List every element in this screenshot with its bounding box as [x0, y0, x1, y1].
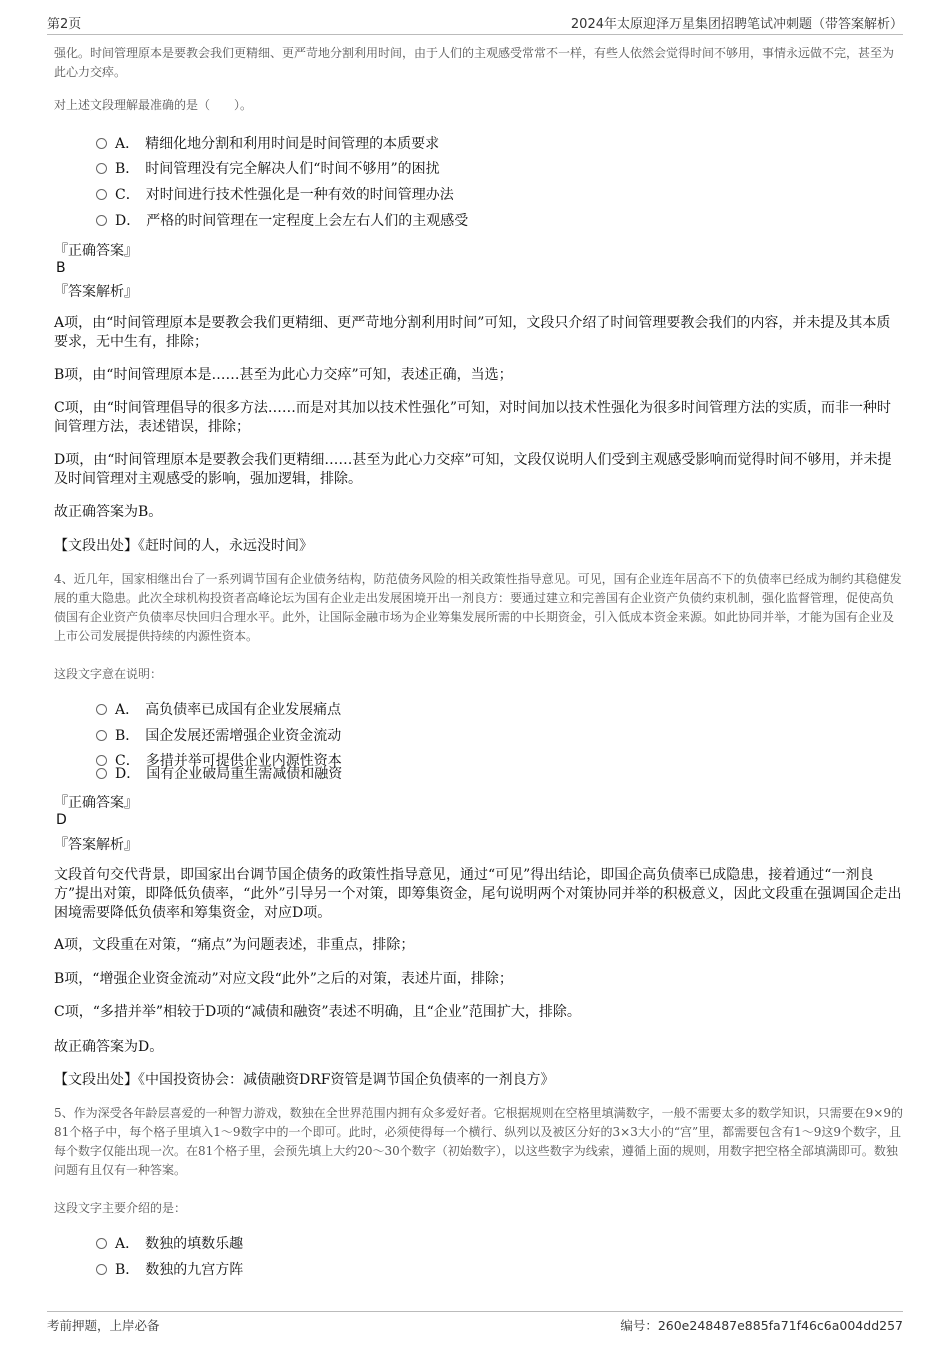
q4-option-a[interactable]: A． 高负债率已成国有企业发展痛点: [96, 700, 341, 720]
radio-icon[interactable]: [96, 768, 107, 779]
radio-icon[interactable]: [96, 1238, 107, 1249]
q3-passage: 强化。时间管理原本是要教会我们更精细、更严苛地分割利用时间，由于人们的主观感受常常不一样，有些人依然会觉得时间不够用，事情永远做不完，甚至为此心力交瘁。: [54, 46, 895, 79]
q4-analysis-label: 『答案解析』: [54, 837, 138, 853]
q4-option-d[interactable]: D． 国有企业破局重生需减债和融资: [96, 764, 342, 784]
q4-analysis-a: A项，文段重在对策，“痛点”为问题表述，非重点，排除；: [54, 937, 415, 953]
radio-icon[interactable]: [96, 1264, 107, 1275]
page-number: 第2页: [47, 17, 82, 32]
q4-analysis-summary: 文段首句交代背景，即国家出台调节国企债务的政策性指导意见，通过“可见”得出结论，即国企高负债率已成隐患，接着通过“一剂良方”提出对策，即降低负债率，“此外”引导另一个对策，即筹集资金，尾句说明两个对策协同并举的积极意义，因此文段重在强调国企走出困境需要降低负债率和筹集资金，对应D项。: [54, 867, 902, 921]
q4-source: 【文段出处】《中国投资协会：减债融资DRF资管是调节国企负债率的一剂良方》: [54, 1072, 555, 1088]
q4-conclusion: 故正确答案为D。: [54, 1039, 164, 1055]
q5-passage: 5、作为深受各年龄层喜爱的一种智力游戏，数独在全世界范围内拥有众多爱好者。它根据规则在空格里填满数字，一般不需要太多的数学知识，只需要在9×9的81个格子中，每个格子里填入1～9数字中的一个即可。此时，必须使得每一个横行、纵列以及被区分好的3×3大小的“宫”里，都需要包含有1～9这9个数字，且每个数字仅能出现一次。在81个格子里，会预先填上大约20～30个数字（初始数字），以这些数字为线索，遵循上面的规则，用数字把空格全部填满即可。数独问题有且仅有一种答案。: [54, 1106, 903, 1177]
document-id: 编号：260e248487e885fa71f46c6a004dd257: [620, 1318, 903, 1333]
q4-analysis-c: C项，“多措并举”相较于D项的“减债和融资”表述不明确，且“企业”范围扩大，排除。: [54, 1004, 581, 1020]
q3-answer-label: 『正确答案』: [54, 243, 138, 259]
q4-analysis-b: B项，“增强企业资金流动”对应文段“此外”之后的对策，表述片面，排除；: [54, 971, 513, 987]
radio-icon[interactable]: [96, 189, 107, 200]
radio-icon[interactable]: [96, 163, 107, 174]
q4-answer-label: 『正确答案』: [54, 795, 138, 811]
q3-analysis-label: 『答案解析』: [54, 284, 138, 300]
q3-source: 【文段出处】《赶时间的人，永远没时间》: [54, 538, 313, 554]
q4-answer: D: [56, 812, 67, 828]
q3-analysis-d: D项，由“时间管理原本是要教会我们更精细……甚至为此心力交瘁”可知，文段仅说明人们受到主观感受影响而觉得时间不够用，并未提及时间管理对主观感受的影响，强加逻辑，排除。: [54, 452, 892, 487]
page-header: [47, 10, 903, 35]
q4-option-b[interactable]: B． 国企发展还需增强企业资金流动: [96, 726, 341, 746]
radio-icon[interactable]: [96, 730, 107, 741]
q3-analysis-b: B项，由“时间管理原本是……甚至为此心力交瘁”可知，表述正确，当选；: [54, 367, 513, 383]
radio-icon[interactable]: [96, 704, 107, 715]
page-footer: [47, 1311, 903, 1333]
q4-option-c[interactable]: C． 多措并举可提供企业内源性资本: [96, 751, 342, 771]
q5-option-b[interactable]: B． 数独的九宫方阵: [96, 1260, 243, 1280]
q5-option-a[interactable]: A． 数独的填数乐趣: [96, 1234, 243, 1254]
q3-conclusion: 故正确答案为B。: [54, 504, 163, 520]
q3-analysis-c: C项，由“时间管理倡导的很多方法……而是对其加以技术性强化”可知，对时间加以技术性强化为很多时间管理方法的实质，而非一种时间管理方法，表述错误，排除；: [54, 400, 892, 435]
q5-question: 这段文字主要介绍的是：: [54, 1201, 187, 1215]
q3-option-b[interactable]: B． 时间管理没有完全解决人们“时间不够用”的困扰: [96, 159, 440, 179]
q3-question: 对上述文段理解最准确的是（ ）。: [54, 98, 253, 112]
q3-analysis-a: A项，由“时间管理原本是要教会我们更精细、更严苛地分割利用时间”可知，文段只介绍了时间管理要教会我们的内容，并未提及其本质要求，无中生有，排除；: [54, 315, 891, 350]
q3-option-c[interactable]: C． 对时间进行技术性强化是一种有效的时间管理办法: [96, 185, 454, 205]
q4-passage: 4、近几年，国家相继出台了一系列调节国有企业债务结构，防范债务风险的相关政策性指导意见。可见，国有企业连年居高不下的负债率已经成为制约其稳健发展的重大隐患。此次全球机构投资者高峰论坛为国有企业走出发展困境开出一剂良方：要通过建立和完善国有企业资产负债约束机制，强化监督管理，促使高负债国有企业资产负债率尽快回归合理水平。此外，让国际金融市场为企业筹集发展所需的中长期资金，引入低成本资金来源。如此协同并举，才能为国有企业及上市公司发展提供持续的内源性资本。: [54, 572, 902, 643]
radio-icon[interactable]: [96, 215, 107, 226]
q3-option-d[interactable]: D． 严格的时间管理在一定程度上会左右人们的主观感受: [96, 211, 468, 231]
footer-slogan: 考前押题，上岸必备: [47, 1318, 160, 1333]
document-title: 2024年太原迎泽万星集团招聘笔试冲刺题（带答案解析）: [570, 17, 903, 32]
q3-option-a[interactable]: A． 精细化地分割和利用时间是时间管理的本质要求: [96, 134, 439, 154]
radio-icon[interactable]: [96, 138, 107, 149]
q3-answer: B: [56, 260, 66, 276]
q4-question: 这段文字意在说明：: [54, 667, 163, 681]
